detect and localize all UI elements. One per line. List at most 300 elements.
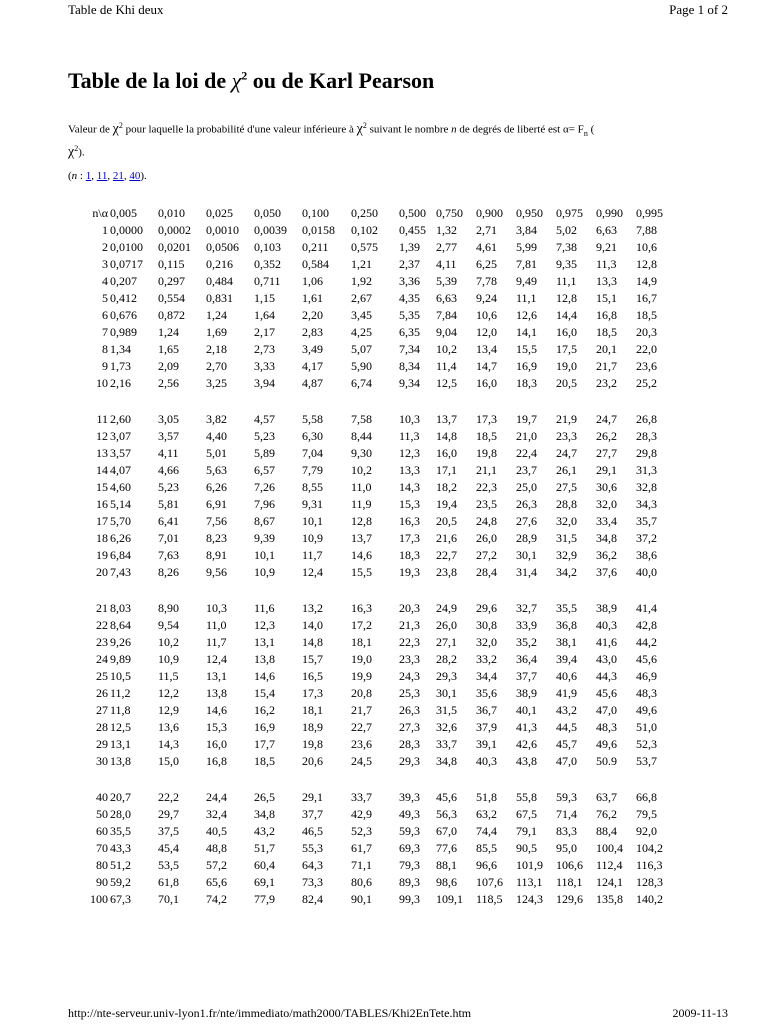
table-cell: 3,07 (110, 429, 131, 443)
table-cell: 20,5 (556, 376, 577, 390)
table-cell: 12,8 (351, 514, 372, 528)
table-cell: 69,3 (399, 841, 420, 855)
table-cell: 44,5 (556, 720, 577, 734)
table-cell: 29,3 (436, 669, 457, 683)
table-row (84, 702, 684, 719)
table-cell: 20,5 (436, 514, 457, 528)
table-cell: 10,2 (351, 463, 372, 477)
table-cell: 0,584 (302, 257, 329, 271)
table-cell: 12,5 (110, 720, 131, 734)
table-row (84, 753, 684, 770)
table-cell: 1,24 (158, 325, 179, 339)
table-row (84, 617, 684, 634)
table-cell: 56,3 (436, 807, 457, 821)
table-cell: 5,01 (206, 446, 227, 460)
table-cell: 11,0 (351, 480, 372, 494)
table-cell: 43,3 (110, 841, 131, 855)
table-cell: 6,30 (302, 429, 323, 443)
table-cell: 13,2 (302, 601, 323, 615)
table-cell: 35,5 (110, 824, 131, 838)
table-cell: 27,5 (556, 480, 577, 494)
table-cell: 140,2 (636, 892, 663, 906)
link-n-40[interactable]: 40 (129, 170, 141, 182)
table-row (84, 513, 684, 530)
table-cell: 83,3 (556, 824, 577, 838)
table-cell: 90,5 (516, 841, 537, 855)
table-cell: 22,3 (476, 480, 497, 494)
table-cell: 6,35 (399, 325, 420, 339)
table-cell: 104,2 (636, 841, 663, 855)
table-cell: 7,78 (476, 274, 497, 288)
table-cell: 0,575 (351, 240, 378, 254)
table-row (84, 256, 684, 273)
table-cell: 51,0 (636, 720, 657, 734)
table-cell: 26,0 (476, 531, 497, 545)
table-cell: 24,9 (436, 601, 457, 615)
alpha-header: 0,995 (636, 206, 663, 220)
table-cell: 9,49 (516, 274, 537, 288)
alpha-header: 0,100 (302, 206, 329, 220)
table-cell: 21,6 (436, 531, 457, 545)
group-spacer (84, 770, 684, 789)
alpha-header: 0,050 (254, 206, 281, 220)
table-cell: 13,6 (158, 720, 179, 734)
table-cell: 53,5 (158, 858, 179, 872)
degrees-of-freedom: 25 (96, 669, 108, 683)
table-cell: 33,2 (476, 652, 497, 666)
corner-label: n\α (92, 206, 108, 220)
table-cell: 88,1 (436, 858, 457, 872)
desc-text-6: ( (587, 123, 595, 136)
table-cell: 59,2 (110, 875, 131, 889)
table-cell: 37,2 (636, 531, 657, 545)
chi-exponent: 2 (74, 143, 79, 153)
table-row (84, 547, 684, 564)
table-cell: 14,7 (476, 359, 497, 373)
description (68, 118, 723, 161)
table-cell: 42,8 (636, 618, 657, 632)
table-cell: 20,8 (351, 686, 372, 700)
table-cell: 50.9 (596, 754, 617, 768)
table-cell: 36,2 (596, 548, 617, 562)
table-cell: 15,1 (596, 291, 617, 305)
table-cell: 2,18 (206, 342, 227, 356)
table-cell: 1,61 (302, 291, 323, 305)
table-cell: 89,3 (399, 875, 420, 889)
table-cell: 47,0 (596, 703, 617, 717)
table-cell: 13,1 (206, 669, 227, 683)
table-cell: 1,06 (302, 274, 323, 288)
table-cell: 12,3 (254, 618, 275, 632)
table-cell: 1,73 (110, 359, 131, 373)
links-comma: , (91, 170, 97, 182)
table-cell: 57,2 (206, 858, 227, 872)
degrees-of-freedom: 90 (96, 875, 108, 889)
table-cell: 31,5 (436, 703, 457, 717)
table-cell: 22,7 (351, 720, 372, 734)
anchor-links (68, 170, 147, 182)
table-cell: 12,6 (516, 308, 537, 322)
table-cell: 42,6 (516, 737, 537, 751)
table-cell: 35,6 (476, 686, 497, 700)
table-cell: 19,4 (436, 497, 457, 511)
table-cell: 31,3 (636, 463, 657, 477)
table-cell: 15,4 (254, 686, 275, 700)
table-cell: 15,5 (351, 565, 372, 579)
table-cell: 61,7 (351, 841, 372, 855)
table-cell: 52,3 (351, 824, 372, 838)
table-cell: 11,1 (556, 274, 577, 288)
table-cell: 6,57 (254, 463, 275, 477)
table-cell: 12,3 (399, 446, 420, 460)
table-cell: 1,21 (351, 257, 372, 271)
table-cell: 17,7 (254, 737, 275, 751)
table-cell: 51,8 (476, 790, 497, 804)
table-cell: 7,34 (399, 342, 420, 356)
table-cell: 74,2 (206, 892, 227, 906)
table-cell: 92,0 (636, 824, 657, 838)
table-cell: 80,6 (351, 875, 372, 889)
table-cell: 5,81 (158, 497, 179, 511)
table-cell: 10,3 (206, 601, 227, 615)
table-cell: 37,7 (302, 807, 323, 821)
table-cell: 9,54 (158, 618, 179, 632)
table-cell: 40,0 (636, 565, 657, 579)
table-cell: 0,103 (254, 240, 281, 254)
table-cell: 0,0010 (206, 223, 239, 237)
table-cell: 3,36 (399, 274, 420, 288)
table-cell: 3,33 (254, 359, 275, 373)
table-cell: 1,69 (206, 325, 227, 339)
table-cell: 65,6 (206, 875, 227, 889)
table-cell: 8,67 (254, 514, 275, 528)
table-row (84, 634, 684, 651)
table-cell: 21,0 (516, 429, 537, 443)
table-cell: 27,1 (436, 635, 457, 649)
table-cell: 45,6 (436, 790, 457, 804)
table-cell: 18,2 (436, 480, 457, 494)
spacer-cell (84, 392, 684, 411)
table-cell: 10,2 (158, 635, 179, 649)
table-cell: 15,7 (302, 652, 323, 666)
table-cell: 7,81 (516, 257, 537, 271)
table-cell: 0,676 (110, 308, 137, 322)
table-cell: 39,3 (399, 790, 420, 804)
table-cell: 71,1 (351, 858, 372, 872)
footer-url: http://nte-serveur.univ-lyon1.fr/nte/immediato/math2000/TABLES/Khi2EnTete.htm (68, 1006, 472, 1020)
table-cell: 13,3 (399, 463, 420, 477)
table-cell: 63,2 (476, 807, 497, 821)
table-cell: 18,5 (476, 429, 497, 443)
alpha-header: 0,750 (436, 206, 463, 220)
links-comma: , (123, 170, 130, 182)
table-cell: 20,7 (110, 790, 131, 804)
table-cell: 9,31 (302, 497, 323, 511)
table-cell: 35,5 (556, 601, 577, 615)
table-cell: 13,1 (254, 635, 275, 649)
table-cell: 9,21 (596, 240, 617, 254)
table-row (84, 600, 684, 617)
table-cell: 39,1 (476, 737, 497, 751)
table-cell: 4,07 (110, 463, 131, 477)
table-cell: 8,03 (110, 601, 131, 615)
table-cell: 25,3 (399, 686, 420, 700)
table-cell: 16,7 (636, 291, 657, 305)
alpha-header: 0,250 (351, 206, 378, 220)
table-cell: 2,16 (110, 376, 131, 390)
degrees-of-freedom: 10 (96, 376, 108, 390)
table-cell: 34,4 (476, 669, 497, 683)
table-cell: 20,1 (596, 342, 617, 356)
table-cell: 6,74 (351, 376, 372, 390)
table-cell: 6,26 (110, 531, 131, 545)
table-cell: 61,8 (158, 875, 179, 889)
degrees-of-freedom: 1 (102, 223, 108, 237)
desc-text-1: Valeur de (68, 123, 113, 136)
table-cell: 13,8 (110, 754, 131, 768)
table-cell: 7,58 (351, 412, 372, 426)
table-cell: 95,0 (556, 841, 577, 855)
table-cell: 124,3 (516, 892, 543, 906)
table-cell: 2,83 (302, 325, 323, 339)
table-cell: 16,8 (596, 308, 617, 322)
chi-exponent: 2 (362, 121, 367, 130)
alpha-equals-f: α= F (562, 123, 584, 136)
table-cell: 22,4 (516, 446, 537, 460)
table-row (84, 428, 684, 445)
table-cell: 0,455 (399, 223, 426, 237)
table-cell: 12,8 (636, 257, 657, 271)
table-cell: 69,1 (254, 875, 275, 889)
table-cell: 0,554 (158, 291, 185, 305)
desc-text-2: pour laquelle la probabilité d'une valeur inférieure à (122, 123, 357, 136)
table-cell: 53,7 (636, 754, 657, 768)
chi-symbol: χ (112, 121, 119, 137)
table-cell: 49,6 (596, 737, 617, 751)
table-cell: 112,4 (596, 858, 623, 872)
table-cell: 11,3 (596, 257, 617, 271)
table-row (84, 857, 684, 874)
link-n-11[interactable]: 11 (96, 170, 108, 182)
table-cell: 29,1 (302, 790, 323, 804)
table-cell: 17,3 (302, 686, 323, 700)
table-row (84, 719, 684, 736)
table-cell: 0,0000 (110, 223, 143, 237)
table-cell: 59,3 (399, 824, 420, 838)
table-cell: 12,8 (556, 291, 577, 305)
table-cell: 101,9 (516, 858, 543, 872)
table-cell: 31,5 (556, 531, 577, 545)
degrees-of-freedom: 13 (96, 446, 108, 460)
degrees-of-freedom: 60 (96, 824, 108, 838)
table-cell: 16,0 (206, 737, 227, 751)
table-cell: 6,26 (206, 480, 227, 494)
table-cell: 23,6 (636, 359, 657, 373)
table-cell: 30,1 (436, 686, 457, 700)
table-cell: 24,5 (351, 754, 372, 768)
table-cell: 1,65 (158, 342, 179, 356)
table-cell: 3,25 (206, 376, 227, 390)
table-cell: 2,73 (254, 342, 275, 356)
table-cell: 29,1 (596, 463, 617, 477)
footer-date: 2009-11-13 (672, 1006, 728, 1020)
table-cell: 14,0 (302, 618, 323, 632)
table-cell: 2,60 (110, 412, 131, 426)
table-cell: 1,64 (254, 308, 275, 322)
table-cell: 7,96 (254, 497, 275, 511)
table-cell: 9,24 (476, 291, 497, 305)
table-row (84, 668, 684, 685)
table-cell: 15,5 (516, 342, 537, 356)
table-cell: 6,84 (110, 548, 131, 562)
table-cell: 18,1 (351, 635, 372, 649)
table-cell: 37,9 (476, 720, 497, 734)
table-cell: 19,0 (351, 652, 372, 666)
table-cell: 29,3 (399, 754, 420, 768)
table-cell: 20,6 (302, 754, 323, 768)
degrees-of-freedom: 20 (96, 565, 108, 579)
header-row (84, 205, 684, 222)
table-cell: 0,0002 (158, 223, 191, 237)
table-cell: 41,9 (556, 686, 577, 700)
table-cell: 0,352 (254, 257, 281, 271)
table-cell: 18,3 (399, 548, 420, 562)
table-cell: 20,3 (636, 325, 657, 339)
table-cell: 22,2 (158, 790, 179, 804)
table-cell: 36,7 (476, 703, 497, 717)
table-cell: 14,9 (636, 274, 657, 288)
table-cell: 38,9 (516, 686, 537, 700)
table-cell: 74,4 (476, 824, 497, 838)
links-open: ( (68, 170, 72, 182)
table-cell: 9,39 (254, 531, 275, 545)
table-cell: 23,2 (596, 376, 617, 390)
table-cell: 0,0100 (110, 240, 143, 254)
table-cell: 82,4 (302, 892, 323, 906)
table-cell: 21,7 (596, 359, 617, 373)
table-cell: 1,32 (436, 223, 457, 237)
links-close: ). (140, 170, 147, 182)
title-prefix: Table de la loi de (68, 68, 232, 93)
page-title (68, 68, 434, 94)
degrees-of-freedom: 50 (96, 807, 108, 821)
table-row (84, 324, 684, 341)
link-n-21[interactable]: 21 (112, 170, 124, 182)
table-cell: 38,9 (596, 601, 617, 615)
table-cell: 31,4 (516, 565, 537, 579)
table-cell: 26,8 (636, 412, 657, 426)
table-cell: 19,7 (516, 412, 537, 426)
table-cell: 48,8 (206, 841, 227, 855)
degrees-of-freedom: 21 (96, 601, 108, 615)
table-cell: 66,8 (636, 790, 657, 804)
table-cell: 6,63 (436, 291, 457, 305)
degrees-of-freedom: 18 (96, 531, 108, 545)
table-cell: 8,44 (351, 429, 372, 443)
table-cell: 13,3 (596, 274, 617, 288)
table-cell: 41,3 (516, 720, 537, 734)
alpha-header: 0,500 (399, 206, 426, 220)
table-cell: 3,45 (351, 308, 372, 322)
table-row (84, 375, 684, 392)
desc-text-3: suivant le nombre (366, 123, 452, 136)
table-cell: 1,34 (110, 342, 131, 356)
table-cell: 21,7 (351, 703, 372, 717)
table-cell: 2,17 (254, 325, 275, 339)
table-cell: 16,2 (254, 703, 275, 717)
table-cell: 16,3 (399, 514, 420, 528)
table-cell: 4,61 (476, 240, 497, 254)
table-cell: 0,102 (351, 223, 378, 237)
table-cell: 11,3 (399, 429, 420, 443)
table-cell: 106,6 (556, 858, 583, 872)
table-cell: 33,7 (351, 790, 372, 804)
table-cell: 23,3 (399, 652, 420, 666)
table-cell: 85,5 (476, 841, 497, 855)
table-cell: 3,05 (158, 412, 179, 426)
table-cell: 12,5 (436, 376, 457, 390)
table-cell: 10,9 (302, 531, 323, 545)
table-cell: 32,7 (516, 601, 537, 615)
chi-symbol: χ (231, 68, 242, 93)
table-cell: 29,8 (636, 446, 657, 460)
table-cell: 64,3 (302, 858, 323, 872)
table-cell: 18,3 (516, 376, 537, 390)
table-cell: 2,67 (351, 291, 372, 305)
table-cell: 2,71 (476, 223, 497, 237)
table-cell: 41,4 (636, 601, 657, 615)
table-cell: 5,14 (110, 497, 131, 511)
table-cell: 99,3 (399, 892, 420, 906)
table-cell: 116,3 (636, 858, 663, 872)
table-cell: 8,23 (206, 531, 227, 545)
desc-text-4: de degrés de liberté est (456, 123, 563, 136)
table-cell: 10,9 (254, 565, 275, 579)
table-cell: 19,9 (351, 669, 372, 683)
table-cell: 48,3 (636, 686, 657, 700)
table-row (84, 736, 684, 753)
degrees-of-freedom: 30 (96, 754, 108, 768)
table-cell: 16,8 (206, 754, 227, 768)
alpha-header: 0,950 (516, 206, 543, 220)
chi-symbol: χ (68, 144, 75, 160)
table-cell: 0,0201 (158, 240, 191, 254)
table-cell: 45,4 (158, 841, 179, 855)
chi-square-table (84, 205, 684, 908)
table-cell: 0,0506 (206, 240, 239, 254)
browser-print-header-title: Table de Khi deux (68, 2, 164, 17)
link-n-1[interactable]: 1 (85, 170, 92, 182)
table-cell: 35,2 (516, 635, 537, 649)
table-cell: 59,3 (556, 790, 577, 804)
table-cell: 11,9 (351, 497, 372, 511)
table-cell: 35,7 (636, 514, 657, 528)
table-cell: 28,3 (636, 429, 657, 443)
table-cell: 16,3 (351, 601, 372, 615)
table-cell: 39,4 (556, 652, 577, 666)
table-cell: 129,6 (556, 892, 583, 906)
table-cell: 109,1 (436, 892, 463, 906)
table-cell: 4,57 (254, 412, 275, 426)
alpha-header: 0,025 (206, 206, 233, 220)
table-cell: 5,63 (206, 463, 227, 477)
table-cell: 29,7 (158, 807, 179, 821)
title-suffix: ou de Karl Pearson (247, 68, 435, 93)
table-cell: 40,1 (516, 703, 537, 717)
table-cell: 13,7 (351, 531, 372, 545)
table-cell: 7,88 (636, 223, 657, 237)
table-cell: 5,90 (351, 359, 372, 373)
